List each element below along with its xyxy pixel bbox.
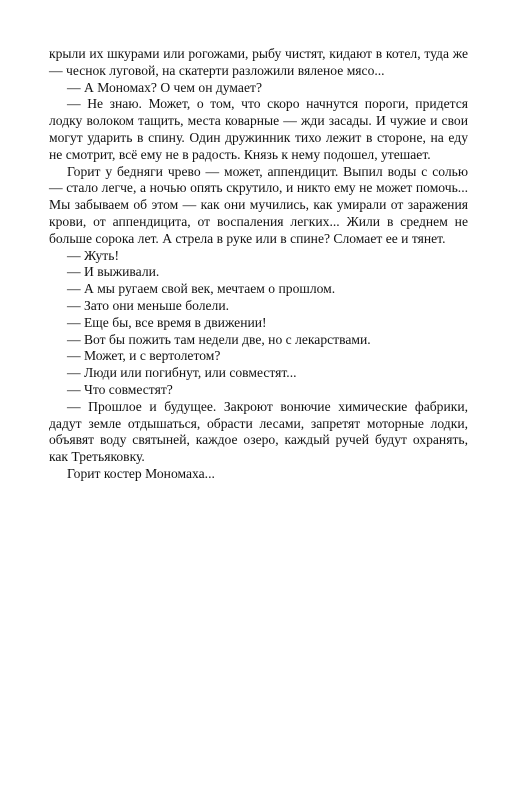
paragraph-11: — Может, и с вертолетом?: [67, 348, 221, 364]
paragraph-4: Горит у бедняги чрево — может, аппендицит. Выпил воды с солью — стало легче, а ночью опять скрутило, и никто ему не может помочь... Мы забываем об этом — как они мучились, как умирали от заражения крови, от аппендицита, от воспаления легких... Жили в среднем не больше сорока лет. А стрела в руке или в спине? Сломает ее и тянет.: [49, 163, 468, 246]
paragraph-10: — Вот бы пожить там недели две, но с лекарствами.: [67, 331, 371, 347]
paragraph-5: — Жуть!: [67, 247, 119, 263]
paragraph-3: — Не знаю. Может, о том, что скоро начнутся пороги, придется лодку волоком тащить, места коварные — жди засады. И чужие и свои могут ударить в спину. Один дружинник тихо лежит в стороне, на еду не смотрит, всё ему не в радость. Князь к нему подошел, утешает.: [49, 96, 468, 162]
paragraph-14: — Прошлое и будущее. Закроют вонючие химические фабрики, дадут земле отдышаться, обрасти лесами, запретят моторные лодки, объявят воду святыней, каждое озеро, каждый ручей будут охранять, как Третьяковку.: [49, 398, 468, 465]
paragraph-1: крыли их шкурами или рогожами, рыбу чистят, кидают в котел, туда же — чеснок луговой, на скатерти разложили вяленое мясо...: [49, 46, 468, 78]
paragraph-12: — Люди или погибнут, или совместят...: [67, 365, 297, 381]
paragraph-7: — А мы ругаем свой век, мечтаем о прошлом.: [67, 281, 336, 297]
paragraph-13: — Что совместят?: [67, 381, 173, 397]
paragraph-6: — И выживали.: [67, 264, 160, 280]
paragraph-15: Горит костер Мономаха...: [67, 465, 215, 481]
paragraph-8: — Зато они меньше болели.: [67, 297, 230, 313]
paragraph-2: — А Мономах? О чем он думает?: [67, 79, 262, 95]
book-page: [49, 46, 468, 483]
paragraph-9: — Еще бы, все время в движении!: [67, 314, 267, 330]
